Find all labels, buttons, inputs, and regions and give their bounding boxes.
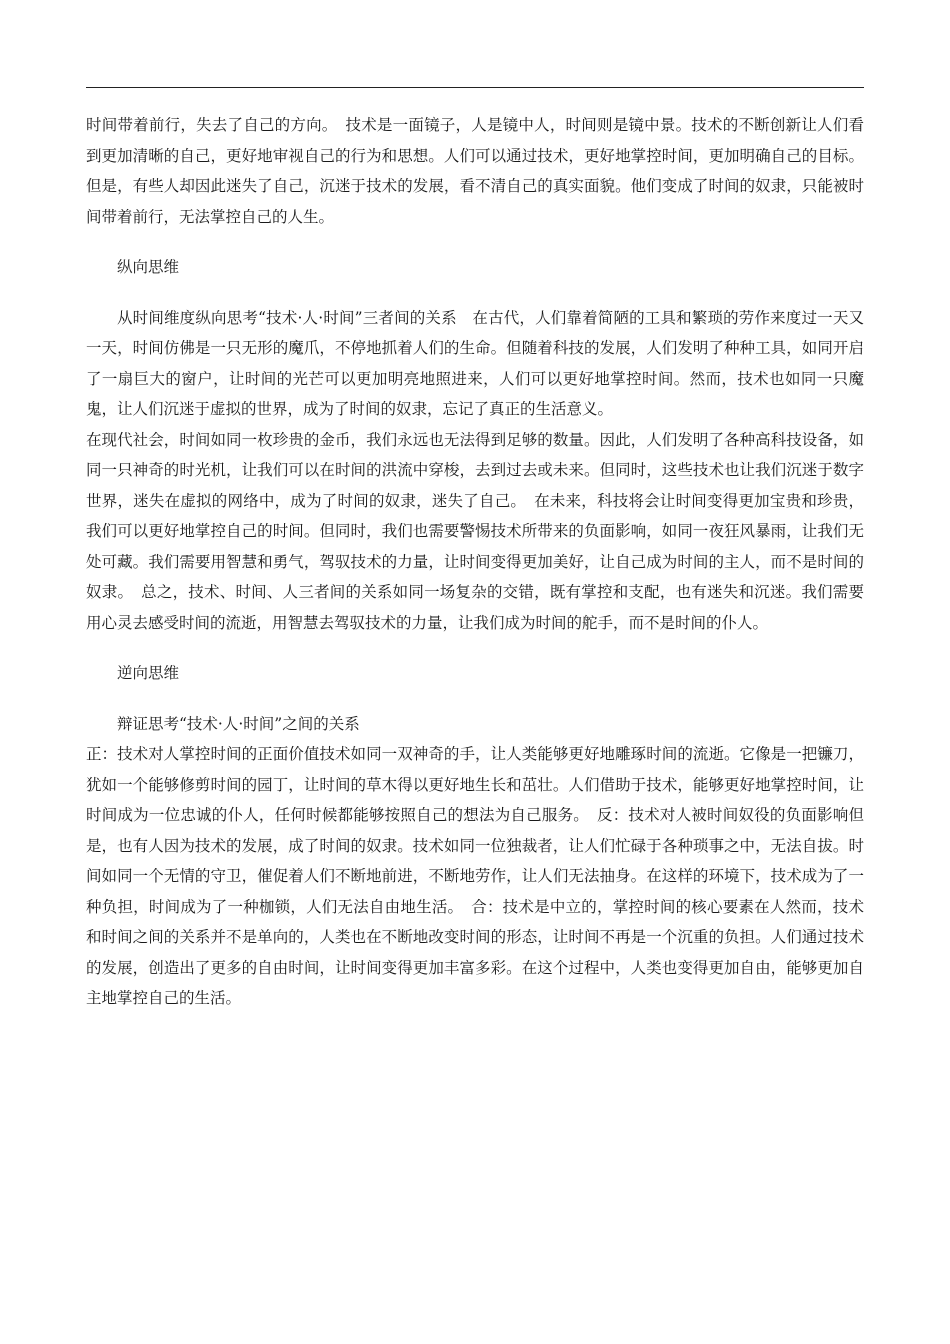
paragraph-intro-continuation: 时间带着前行，失去了自己的方向。 技术是一面镜子，人是镜中人，时间则是镜中景。技术的不断创新让人们看到更加清晰的自己，更好地审视自己的行为和思想。人们可以通过技术，更好地掌控时间，更加明确自己的目标。但是，有些人却因此迷失了自己，沉迷于技术的发展，看不清自己的真实面貌。他们变成了时间的奴隶，只能被时间带着前行，无法掌控自己的人生。 — [86, 116, 864, 226]
section-heading-reverse-thinking: 逆向思维 — [117, 664, 180, 682]
section-heading-dialectical: 辩证思考“技术·人·时间”之间的关系 — [117, 714, 360, 733]
paragraph-vertical-modern-future: 在现代社会，时间如同一枚珍贵的金币，我们永远也无法得到足够的数量。因此，人们发明了各种高科技设备，如同一只神奇的时光机，让我们可以在时间的洪流中穿梭，去到过去或未来。但同时，这些技术也让我们沉迷于数字世界，迷失在虚拟的网络中，成为了时间的奴隶，迷失了自己。 在未来，科技将会让时间变得更加宝贵和珍贵，我们可以更好地掌控自己的时间。但同时，我们也需要警惕技术所带来的负面影响，如同一夜狂风暴雨，让我们无处可藏。我们需要用智慧和勇气，驾驭技术的力量，让时间变得更加美好，让自己成为时间的主人，而不是时间的奴隶。 总之，技术、时间、人三者间的关系如同一场复杂的交错，既有掌控和支配，也有迷失和沉迷。我们需要用心灵去感受时间的流逝，用智慧去驾驭技术的力量，让我们成为时间的舵手，而不是时间的仆人。 — [86, 430, 864, 632]
header-rule — [86, 87, 864, 88]
section-heading-vertical-thinking: 纵向思维 — [117, 258, 180, 276]
paragraph-vertical-ancient: 从时间维度纵向思考“技术·人·时间”三者间的关系 在古代，人们靠着简陋的工具和繁琐的劳作来度过一天又一天，时间仿佛是一只无形的魔爪，不停地抓着人们的生命。但随着科技的发展，人们发明了种种工具，如同开启了一扇巨大的窗户，让时间的光芒可以更加明亮地照进来，人们可以更好地掌控时间。然而，技术也如同一只魔鬼，让人们沉迷于虚拟的世界，成为了时间的奴隶，忘记了真正的生活意义。 — [86, 308, 864, 418]
paragraph-dialectical-thesis-antithesis-synthesis: 正：技术对人掌控时间的正面价值技术如同一双神奇的手，让人类能够更好地雕琢时间的流逝。它像是一把镰刀，犹如一个能够修剪时间的园丁，让时间的草木得以更好地生长和茁壮。人们借助于技术，能够更好地掌控时间，让时间成为一位忠诚的仆人，任何时候都能够按照自己的想法为自己服务。 反：技术对人被时间奴役的负面影响但是，也有人因为技术的发展，成了时间的奴隶。技术如同一位独裁者，让人们忙碌于各种琐事之中，无法自拔。时间如同一个无情的守卫，催促着人们不断地前进，不断地劳作，让人们无法抽身。在这样的环境下，技术成为了一种负担，时间成为了一种枷锁，人们无法自由地生活。 合：技术是中立的，掌控时间的核心要素在人然而，技术和时间之间的关系并不是单向的，人类也在不断地改变时间的形态，让时间不再是一个沉重的负担。人们通过技术的发展，创造出了更多的自由时间，让时间变得更加丰富多彩。在这个过程中，人类也变得更加自由，能够更加自主地掌控自己的生活。 — [86, 745, 864, 1007]
document-body — [86, 110, 864, 1014]
